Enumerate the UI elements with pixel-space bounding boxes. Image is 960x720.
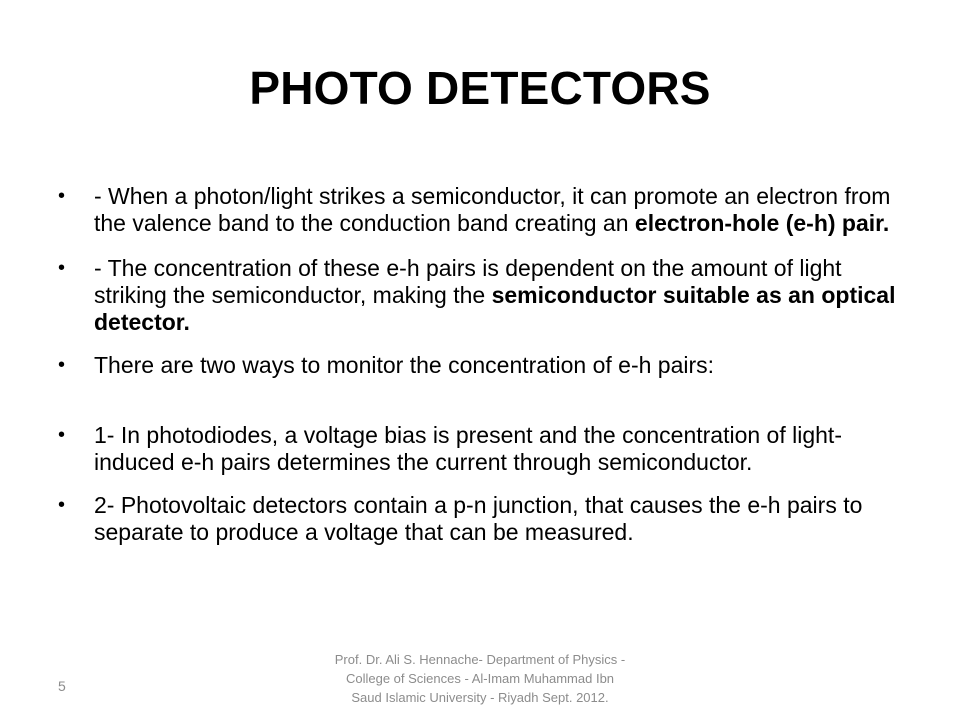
bullet-text: 2- Photovoltaic detectors contain a p-n junction, that causes the e-h pairs to separate to produce a voltage that can be measured. [94, 492, 863, 545]
bullet-item [56, 422, 912, 476]
bullet-dot-icon: • [58, 424, 66, 446]
bullet-text: There are two ways to monitor the concentration of e-h pairs: [94, 352, 715, 378]
bullet-item [56, 352, 912, 379]
bullet-bold-text: electron-hole (e-h) pair. [634, 210, 890, 236]
bullet-item [56, 255, 912, 336]
bullet-item [56, 492, 912, 546]
bullet-text: - The concentration of these e-h pairs is dependent on the amount of light striking the semiconductor, making the [94, 255, 842, 308]
slide-number: 5 [58, 678, 66, 694]
slide-title: PHOTO DETECTORS [249, 62, 711, 114]
bullet-list [56, 183, 912, 546]
bullet-bold-text: semiconductor suitable as an optical detector. [94, 282, 896, 335]
bullet-dot-icon: • [58, 354, 66, 376]
bullet-dot-icon: • [58, 494, 66, 516]
bullet-item [56, 183, 912, 237]
bullet-dot-icon: • [58, 185, 66, 207]
bullet-text: - When a photon/light strikes a semiconductor, it can promote an electron from the valence band to the conduction band creating an [94, 183, 891, 236]
bullet-text: 1- In photodiodes, a voltage bias is present and the concentration of light-induced e-h pairs determines the current through semiconductor. [94, 422, 842, 475]
bullet-dot-icon: • [58, 257, 66, 279]
footer-text: Prof. Dr. Ali S. Hennache- Department of Physics - College of Sciences - Al-Imam Muhammad Ibn Saud Islamic University - Riyadh Sept. 2012. [334, 652, 626, 705]
